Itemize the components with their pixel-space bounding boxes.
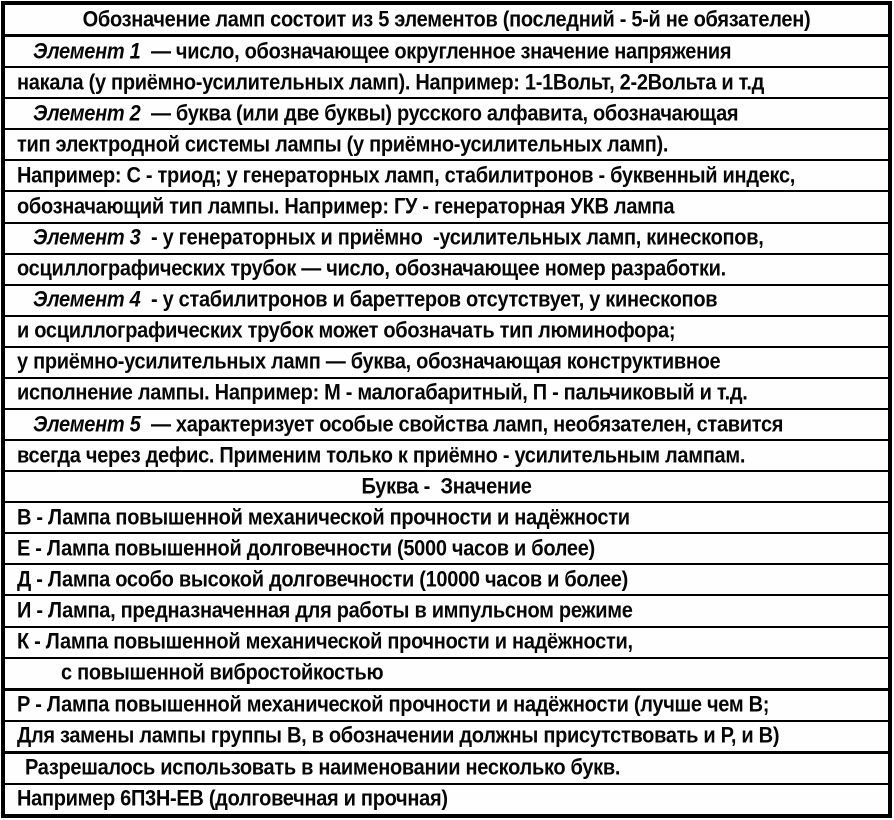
row-text: Например 6П3Н-ЕВ (долговечная и прочная) <box>17 787 448 812</box>
row-text: всегда через дефис. Применим только к приёмно - усилительным лампам. <box>17 443 746 468</box>
row-text: тип электродной системы лампы (у приёмно-усилительных ламп). <box>17 132 669 157</box>
row-text: - у стабилитронов и бареттеров отсутствует, у кинескопов <box>140 288 718 313</box>
table-row <box>5 159 888 190</box>
table-row <box>5 657 888 688</box>
table-row <box>5 783 888 814</box>
row-text: накала (у приёмно-усилительных ламп). Например: 1-1Вольт, 2-2Вольта и т.д <box>17 70 765 95</box>
table-row-element-definition <box>5 97 888 128</box>
table-row <box>5 751 888 783</box>
table-row-element-definition <box>5 408 888 439</box>
table-row-element-definition <box>5 284 888 315</box>
row-text: Разрешалось использовать в наименовании несколько букв. <box>25 756 621 781</box>
table-row <box>5 5 888 34</box>
table-row-element-definition <box>5 34 888 66</box>
row-text: исполнение лампы. Например: М - малогабаритный, П - пальчиковый и т.д. <box>17 381 748 406</box>
lamp-designation-table <box>1 1 892 818</box>
row-text: К - Лампа повышенной механической прочности и надёжности, <box>17 629 633 655</box>
element-label: Элемент 5 <box>33 412 141 437</box>
table-row <box>5 315 888 346</box>
table-row <box>5 532 888 563</box>
row-text: - у генераторных и приёмно -усилительных ламп, кинескопов, <box>140 225 764 251</box>
table-row <box>5 501 888 532</box>
row-text: — число, обозначающее округленное значение напряжения <box>140 39 732 64</box>
table-row <box>5 439 888 470</box>
table-row <box>5 594 888 625</box>
table-row <box>5 470 888 501</box>
row-text: И - Лампа, предназначенная для работы в импульсном режиме <box>17 598 633 624</box>
table-row <box>5 377 888 408</box>
table-row <box>5 688 888 720</box>
section-header-text: Обозначение ламп состоит из 5 элементов (последний - 5-й не обязателен) <box>82 7 811 32</box>
table-row <box>5 346 888 377</box>
element-label: Элемент 2 <box>33 101 141 126</box>
table-row <box>5 253 888 284</box>
row-text: Например: С - триод; у генераторных ламп, стабилитронов - буквенный индекс, <box>17 163 796 189</box>
table-row <box>5 128 888 159</box>
table-row <box>5 626 888 657</box>
element-label: Элемент 4 <box>33 288 141 313</box>
row-text: Е - Лампа повышенной долговечности (5000 часов и более) <box>17 536 595 561</box>
row-text: Р - Лампа повышенной механической прочности и надёжности (лучше чем В; <box>17 693 770 718</box>
row-text: Д - Лампа особо высокой долговечности (10000 часов и более) <box>17 567 628 593</box>
section-header-text: Буква - Значение <box>361 474 532 499</box>
element-label: Элемент 3 <box>33 225 141 251</box>
table-row <box>5 563 888 594</box>
element-label: Элемент 1 <box>33 39 141 64</box>
row-text: — буква (или две буквы) русского алфавита, обозначающая <box>140 101 739 126</box>
table-row <box>5 720 888 751</box>
row-text: осциллографических трубок — число, обозначающее номер разработки. <box>17 257 726 282</box>
table-row <box>5 190 888 221</box>
row-text: и осциллографических трубок может обозначать тип люминофора; <box>17 319 676 344</box>
row-text: с повышенной вибростойкостью <box>61 661 384 686</box>
row-text: В - Лампа повышенной механической прочности и надёжности <box>17 505 630 530</box>
table-row <box>5 66 888 97</box>
row-text: обозначающий тип лампы. Например: ГУ - генераторная УКВ лампа <box>17 194 675 220</box>
row-text: у приёмно-усилительных ламп — буква, обозначающая конструктивное <box>17 350 721 375</box>
row-text: — характеризует особые свойства ламп, необязателен, ставится <box>140 412 784 437</box>
row-text: Для замены лампы группы В, в обозначении должны присутствовать и Р, и В) <box>17 724 780 749</box>
table-row-element-definition <box>5 222 888 253</box>
